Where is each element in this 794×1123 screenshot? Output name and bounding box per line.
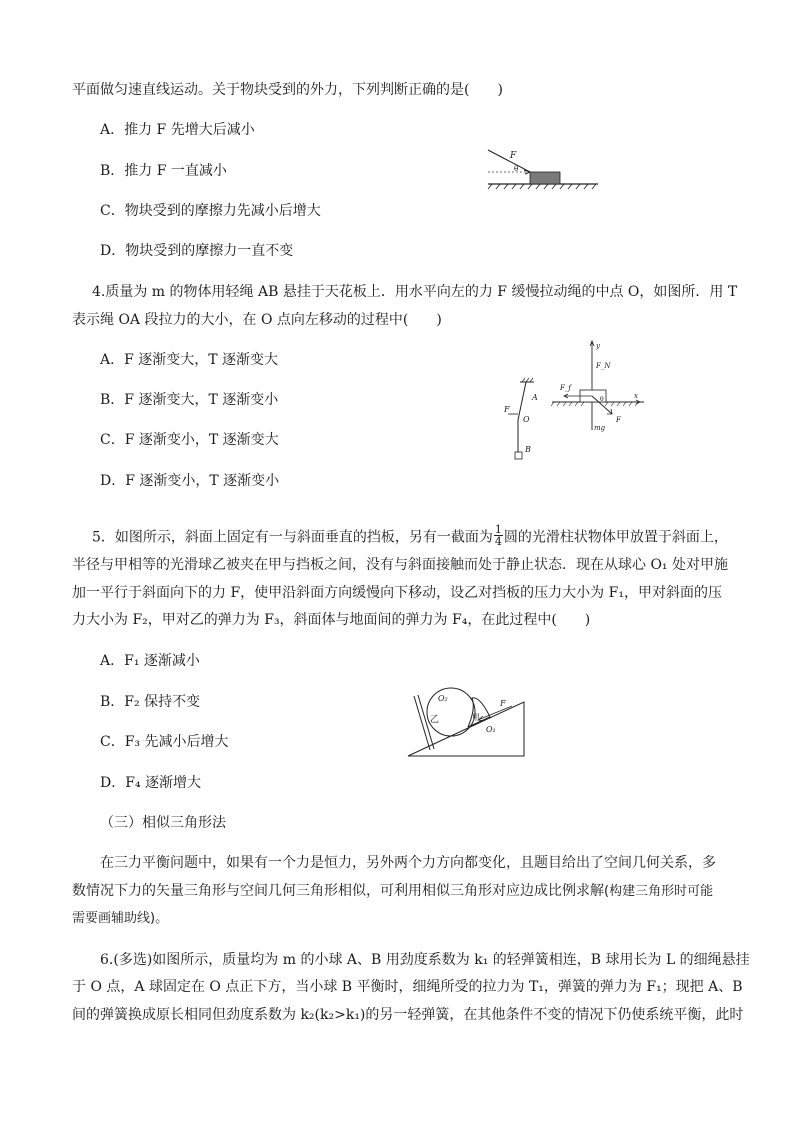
q5-line1-b: 圆的光滑柱状物体甲放置于斜面上，: [503, 529, 728, 546]
q4-right-figure: [550, 338, 650, 436]
q3-stem-tail: 平面做匀速直线运动。关于物块受到的外力，下列判断正确的是( ): [72, 82, 503, 98]
q5-fig-label-o2: O₂: [438, 694, 448, 703]
q3-option-b: B．推力 F 一直减小: [100, 163, 227, 179]
q5-line4: 力大小为 F₂，甲对乙的弹力为 F₃，斜面体与地面间的弹力为 F₄，在此过程中( ): [72, 612, 591, 628]
q6-line2: 于 O 点，A 球固定在 O 点正下方，当小球 B 平衡时，细绳所受的拉力为 T₁，弹簧的弹力为 F₁；现把 A、B: [72, 979, 743, 995]
q5-fraction-numerator: 1: [494, 523, 502, 536]
q4-fig-label-theta: θ: [600, 396, 604, 403]
q4-fig-label-x: x: [634, 392, 638, 400]
q4-fig-label-f: F: [504, 405, 510, 414]
q4-fig-label-fn: F_N: [596, 362, 611, 370]
q4-fig-label-b: B: [525, 445, 531, 454]
section-para2-hint: (构建三角形时可能: [604, 884, 714, 899]
q4-left-figure: [496, 376, 548, 464]
section-para2-main: 数情况下力的矢量三角形与空间几何三角形相似，可利用相似三角形对应边成比例求解: [72, 883, 604, 899]
q4-fig-label-y: y: [596, 342, 600, 350]
q5-option-b: B．F₂ 保持不变: [100, 694, 201, 710]
q5-option-a: A．F₁ 逐渐减小: [100, 653, 200, 669]
q5-fig-label-f: F: [500, 699, 506, 708]
q5-line2: 半径与甲相等的光滑球乙被夹在甲与挡板之间，没有与斜面接触而处于静止状态．现在从球心 O₁ 处对甲施: [72, 557, 728, 573]
q4-option-a: A．F 逐渐变大，T 逐渐变大: [100, 352, 279, 368]
section-heading: （三）相似三角形法: [100, 815, 226, 831]
q5-fig-label-jia: 甲: [472, 713, 480, 722]
q3-fig-label-theta: θ: [514, 165, 519, 173]
q5-line1: [92, 523, 728, 549]
q4-line1: 4.质量为 m 的物体用轻绳 AB 悬挂于天花板上．用水平向左的力 F 缓慢拉动绳的中点 O，如图所．用 T: [92, 284, 738, 300]
q4-fig-label-mg: mg: [594, 424, 606, 432]
q4-option-d: D．F 逐渐变小，T 逐渐变小: [100, 473, 280, 489]
q5-fraction: [494, 524, 503, 547]
q5-option-c: C．F₃ 先减小后增大: [100, 734, 229, 750]
q4-fig-label-o: O: [523, 415, 530, 424]
q5-line1-a: 5．如图所示，斜面上固定有一与斜面垂直的挡板，另有一截面为: [92, 529, 493, 546]
q6-line3: 间的弹簧换成原长相同但劲度系数为 k₂(k₂>k₁)的另一轻弹簧，在其他条件不变的情况下仍使系统平衡，此时: [72, 1007, 744, 1023]
q3-option-d: D．物块受到的摩擦力一直不变: [100, 243, 294, 259]
q3-option-a: A．推力 F 先增大后减小: [100, 122, 255, 138]
section-para2: [72, 881, 713, 902]
q5-figure: [404, 676, 530, 760]
q4-line2: 表示绳 OA 段拉力的大小，在 O 点向左移动的过程中( ): [72, 312, 442, 328]
q3-option-c: C．物块受到的摩擦力先减小后增大: [100, 203, 321, 219]
q4-option-b: B．F 逐渐变大，T 逐渐变小: [100, 392, 279, 408]
q4-fig-label-f2: F: [616, 416, 621, 424]
q6-line1: 6.(多选)如图所示，质量均为 m 的小球 A、B 用劲度系数为 k₁ 的轻弹簧相连，B 球用长为 L 的细绳悬挂: [100, 952, 750, 968]
q5-fig-label-yi: 乙: [430, 715, 440, 725]
q5-line3: 加一平行于斜面向下的力 F，使甲沿斜面方向缓慢向下移动，设乙对挡板的压力大小为 F₁，甲对斜面的压: [72, 585, 722, 601]
q5-fig-label-o1: O₁: [486, 725, 496, 734]
q3-fig-label-f: F: [510, 151, 517, 161]
q4-fig-label-a: A: [532, 393, 538, 402]
q4-option-c: C．F 逐渐变小，T 逐渐变大: [100, 432, 279, 448]
section-para3: 需要画辅助线)。: [72, 911, 169, 926]
q4-fig-label-ff: F_f: [560, 384, 571, 392]
section-para1: 在三力平衡问题中，如果有一个力是恒力，另外两个力方向都变化，且题目给出了空间几何关系，多: [100, 855, 716, 871]
q3-figure: [480, 142, 600, 194]
q5-option-d: D．F₄ 逐渐增大: [100, 775, 202, 791]
q5-fraction-denominator: 4: [494, 535, 502, 548]
